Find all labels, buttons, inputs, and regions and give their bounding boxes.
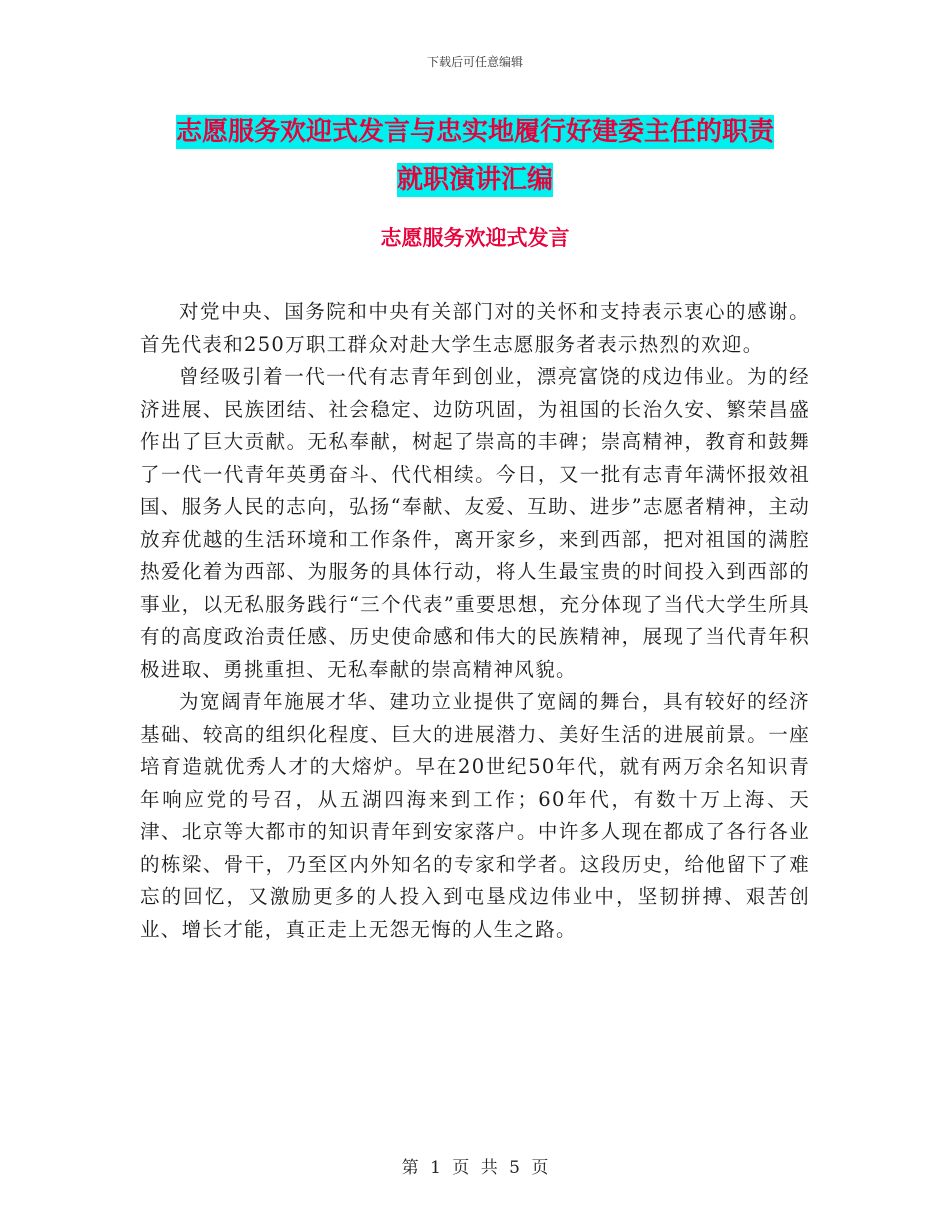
paragraph-3: 为宽阔青年施展才华、建功立业提供了宽阔的舞台，具有较好的经济基础、较高的组织化程度、巨大的进展潜力、美好生活的进展前景。一座培育造就优秀人才的大熔炉。早在20世纪50年代，就有两万余名知识青年响应党的号召，从五湖四海来到工作；60年代，有数十万上海、天津、北京等大都市的知识青年到安家落户。中许多人现在都成了各行各业的栋梁、骨干，乃至区内外知名的专家和学者。这段历史，给他留下了难忘的回忆，又激励更多的人投入到屯垦戍边伟业中，坚韧拼搏、艰苦创业、增长才能，真正走上无怨无悔的人生之路。: [140, 690, 810, 941]
document-title-line-1: 志愿服务欢迎式发言与忠实地履行好建委主任的职责: [175, 117, 774, 147]
document-title: [135, 108, 815, 204]
page-number-footer: 第 1 页 共 5 页: [401, 1158, 549, 1178]
paragraph-2: 曾经吸引着一代一代有志青年到创业，漂亮富饶的戍边伟业。为的经济进展、民族团结、社会稳定、边防巩固，为祖国的长治久安、繁荣昌盛作出了巨大贡献。无私奉献，树起了崇高的丰碑；崇高精神，教育和鼓舞了一代一代青年英勇奋斗、代代相续。今日，又一批有志青年满怀报效祖国、服务人民的志向，弘扬“奉献、友爱、互助、进步”志愿者精神，主动放弃优越的生活环境和工作条件，离开家乡，来到西部，把对祖国的满腔热爱化着为西部、为服务的具体行动，将人生最宝贵的时间投入到西部的事业，以无私服务践行“三个代表”重要思想，充分体现了当代大学生所具有的高度政治责任感、历史使命感和伟大的民族精神，展现了当代青年积极进取、勇挑重担、无私奉献的崇高精神风貌。: [140, 365, 810, 681]
paragraph-1: 对党中央、国务院和中央有关部门对的关怀和支持表示衷心的感谢。首先代表和250万职工群众对赴大学生志愿服务者表示热烈的欢迎。: [140, 300, 810, 356]
header-note: 下载后可任意编辑: [426, 55, 523, 69]
document-title-line-2: 就职演讲汇编: [396, 165, 553, 195]
body-text: [140, 296, 810, 946]
section-title: 志愿服务欢迎式发言: [380, 226, 570, 250]
